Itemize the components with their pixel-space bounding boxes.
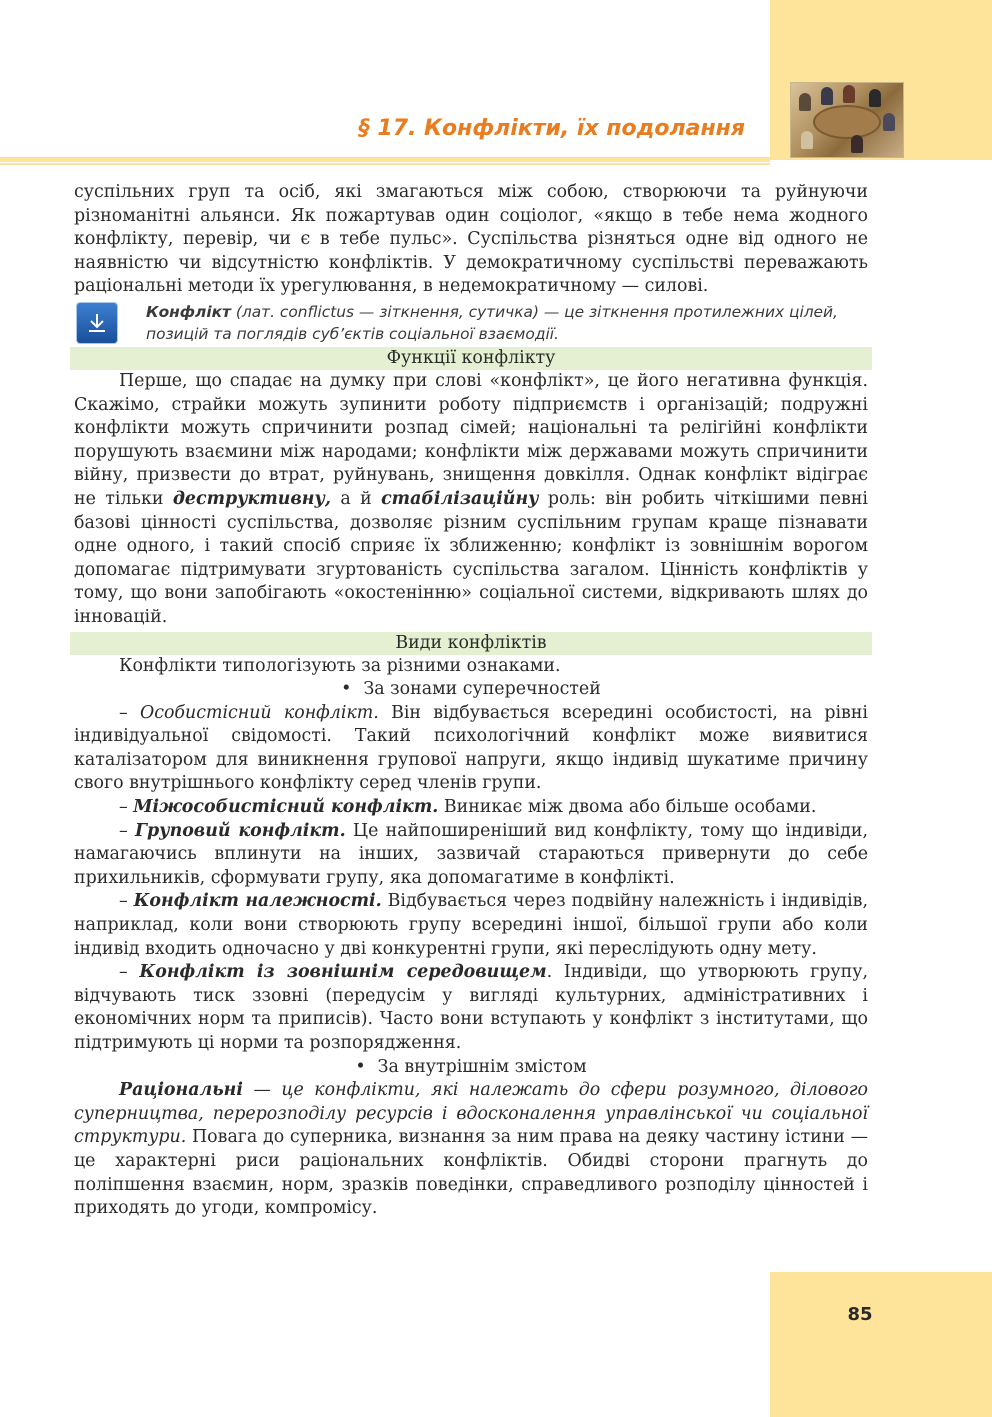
paragraph: суспільних груп та осіб, які змагаються між собою, створюючи та руйнуючи різноманітні альянси. Як пожартував один соціолог, «якщо в тебе нема жодного конфлікту, перевір, чи є в тебе пульс». Суспільства різняться одне від одного не наявністю чи відсутністю конфліктів. У демократичному суспільстві переважають раціональні методи їх урегулювання, в недемократичному — силові. [74,182,868,297]
dash: – [119,797,128,818]
person-figure [883,113,895,131]
term-stabilizing: стабілізаційну [381,488,539,509]
term-destructive: деструктивну, [172,488,331,509]
item-term: Особистісний конфлікт. [139,702,379,723]
item-term: Груповий конфлікт. [135,820,346,841]
text-span: Перше, що спадає на думку при слові «конфлікт», це його негативна функція. Скажімо, страйки можуть зупинити роботу підприємств і організацій; подружні конфлікти можуть спричинити розпад сімей; національні та релігійні конфлікти порушують взаємини між народами; конфлікти між державами можуть спричинити війну, призвести до втрат, руйнувань, знищення довкілля. Однак конфлікт відіграє не тільки [74,370,868,509]
list-item [74,961,868,1055]
item-term: Конфлікт із зовнішнім середовищем [139,962,547,983]
section-heading-functions: Функції конфлікту [70,347,872,370]
item-text: Відбувається через подвійну належність і індивідів, наприклад, коли вони створюють групу всередині іншої, більшої групи або коли індивід входить одночасно у дві конкурентні групи, які переслідують одну мету. [74,891,869,959]
dash: – [119,891,128,912]
dash: – [119,962,128,983]
person-figure [869,89,881,107]
item-text: Він відбувається всередині особистості, на рівні індивідуальної свідомості. Такий психологічний конфлікт може виявитися каталізатором для виникнення групової напруги, якщо індивід шукатиме причину свого внутрішнього конфлікту серед членів групи. [74,702,868,794]
dash: – [119,702,128,723]
bullet-heading-zones: • За зонами суперечностей [74,678,868,702]
person-figure [801,131,813,149]
person-figure [799,93,811,111]
definition-block [74,301,868,345]
page-number: 85 [847,1304,873,1325]
item-text: . Індивіди, що утворюють групу, відчувають тиск ззовні (передусім у вигляді культурних, адміністративних і економічних норм та приписів). Часто вони вступають у конфлікт з інститутами, що підтримують ці норми та розпорядження. [74,962,868,1053]
paragraph [74,370,868,630]
header-rule-thin [0,163,770,165]
download-icon [77,303,117,343]
table-shape [813,105,881,139]
conference-photo [790,82,904,158]
page-content [74,181,868,1221]
text-span: роль: він робить чіткішими певні базові цінності суспільства, дозволяє різним суспільним групам краще пізнавати одне одного, і такий спосіб сприяє їх зближенню; конфлікт із зовнішнім ворогом допомагає підтримувати згуртованість суспільства загалом. Цінність конфліктів у тому, що вони запобігають «окостенінню» соціальної системи, відкривають шлях до інновацій. [74,488,868,627]
item-text: Це найпоширеніший вид конфлікту, тому що індивіди, намагаючись вплинути на інших, зазвичай стараються привернути до себе прихильників, сформувати групу, яка допомагатиме в конфлікті. [74,820,868,888]
paragraph [74,1079,868,1221]
page-title: § 17. Конфлікти, їх подолання [358,116,745,141]
list-item [74,890,868,961]
list-item [74,820,868,891]
item-term: Міжособистісний конфлікт. [133,797,439,818]
definition-term: Конфлікт [146,302,231,321]
person-figure [821,87,833,105]
definition-text: (лат. conflictus — зіткнення, сутичка) — це зіткнення протилежних цілей, позицій та поглядів суб’єктів соціальної взаємодії. [146,302,838,343]
person-figure [843,85,855,103]
section-heading-types: Види конфліктів [70,632,872,655]
item-text: Виникає між двома або більше особами. [438,797,817,818]
bullet-heading-content: • За внутрішнім змістом [74,1056,868,1080]
side-band-bottom [770,1272,992,1417]
paragraph: Конфлікти типологізують за різними ознаками. [119,655,561,676]
person-figure [851,135,863,153]
dash: – [119,820,128,841]
text-span: а й [330,488,382,509]
header-rule [0,157,770,162]
list-item [74,796,868,820]
term-rational: Раціональні [119,1080,243,1101]
text-span: Повага до суперника, визнання за ним права на деяку частину істини — це характерні риси раціональних конфліктів. Обидві сторони прагнуть до поліпшення взаємин, норм, зразків поведінки, справедливого розподілу цінностей і приходять до угоди, компромісу. [74,1127,868,1219]
rational-definition: — це конфлікти, які належать до сфери розумного, ділового суперництва, перерозподілу ресурсів і вдосконалення управлінської чи соціальної структури. [74,1080,868,1148]
item-term: Конфлікт належності. [133,891,382,912]
list-item [74,702,868,796]
